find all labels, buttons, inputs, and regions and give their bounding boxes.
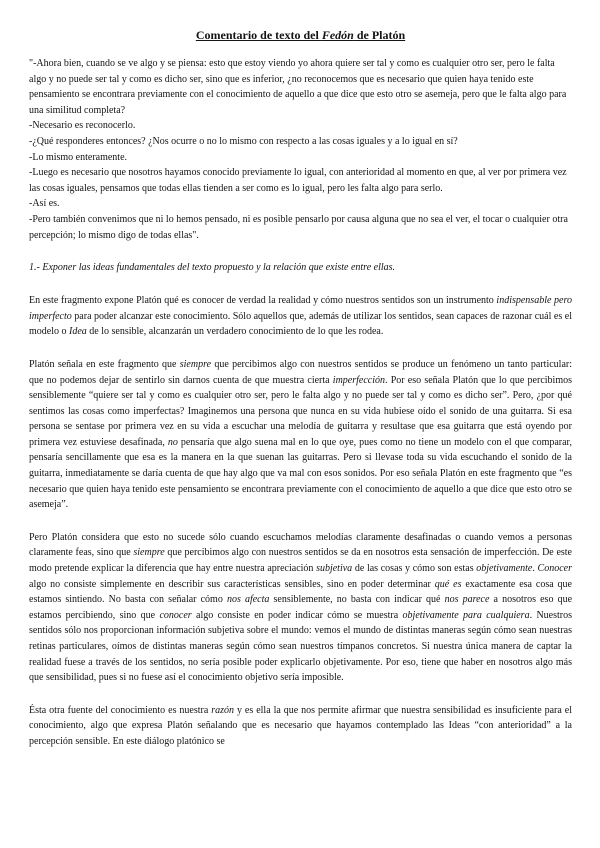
quote-line: -Necesario es reconocerlo. (29, 120, 136, 132)
emphasis-text: Idea (69, 326, 87, 338)
paragraph-text: . Nuestros sentidos sólo nos proporcionan información subjetiva sobre el mundo: vemos el mundo de distintas maneras según cómo sean nuestras retinas particulares, oímos de distintas maneras según cómo sean nuestros tímpanos concretos. Si nuestra única manera de captar la realidad fuese a través de los sentidos, no sería posible poder explicarlo objetivamente. Por eso, tiene que haber en nosotros algo más que sensibilidad, pues si no fuese así el conocimiento objetivo sería imposible. (29, 609, 572, 684)
quote-line: -Pero también convenimos que ni lo hemos pensado, ni es posible pensarlo por causa alguna que no sea el ver, el tocar o cualquier otra percepción; lo mismo digo de todas ellas". (29, 213, 568, 241)
emphasis-text: Conocer (537, 563, 572, 575)
emphasis-text: subjetiva (316, 563, 353, 575)
paragraph-text: Ésta otra fuente del conocimiento es nuestra (29, 704, 212, 716)
paragraph-text: para poder alcanzar este conocimiento. Sólo aquellos que, además de utilizar los sentidos, sean capaces de razonar cuál es el modelo o (29, 310, 572, 338)
quote-line: "-Ahora bien, cuando se ve algo y se piensa: esto que estoy viendo yo ahora quiere ser tal y como es cualquier otro ser, pero le falta algo y no puede ser tal y como es dicho ser, sino que es inferior, ¿no reconocemos que es necesario que quien haya tenido este pensamiento se encontrara previamente con el conocimiento de aquello a que dice que esto otro se asemeja, pero que le falta algo para una similitud completa? (29, 58, 567, 116)
paragraph-text: exactamente esa cosa que estamos sintiendo. No basta con señalar cómo (29, 578, 572, 606)
paragraph-text: de lo sensible, alcanzarán un verdadero conocimiento de lo que les rodea. (86, 326, 384, 338)
paragraph-text: de las cosas y cómo son estas (352, 563, 477, 575)
paragraph-text: . (532, 563, 538, 575)
paragraph-text: algo no consiste simplemente en describir sus características sensibles, sino en poder determinar (29, 578, 435, 590)
paragraph-text: a nosotros eso que estamos percibiendo, sino que (29, 594, 573, 621)
emphasis-text: nos parece (444, 594, 490, 606)
quote-line: -Lo mismo enteramente. (29, 151, 128, 163)
emphasis-text: objetivamente (476, 563, 533, 575)
paragraph-text: Platón señala en este fragmento que (29, 358, 180, 370)
quoted-passage (29, 56, 572, 243)
emphasis-text: siempre (179, 358, 212, 370)
emphasis-text: nos afecta (226, 594, 270, 606)
title-work-name: Fedón (321, 28, 354, 42)
emphasis-text: siempre (133, 547, 165, 559)
body-paragraph (29, 530, 572, 686)
emphasis-text: conocer (159, 609, 192, 621)
document-title (29, 28, 572, 42)
emphasis-text: imperfección (332, 374, 385, 386)
body-paragraph (29, 357, 572, 513)
quote-line: -Luego es necesario que nosotros hayamos conocido previamente lo igual, con anterioridad al momento en que, al ver por primera vez las cosas iguales, pensamos que todas ellas tienden a ser como es lo igual, pero les falta algo para serlo. (29, 167, 567, 194)
emphasis-text: no (167, 436, 178, 448)
emphasis-text: qué es (434, 578, 462, 590)
emphasis-text: objetivamente para cualquiera (402, 609, 530, 621)
paragraph-text: y es ella la que nos permite afirmar que nuestra sensibilidad es insuficiente para el conocimiento, algo que expresa Platón señalando que es necesario que hayamos contemplado las Ideas “con anterioridad” a la percepción sensible. En este diálogo platónico se (29, 704, 572, 747)
paragraph-text: que percibimos algo con nuestros sentidos se produce un fenómeno un tanto particular: que no podemos dejar de sentirlo sin darnos cuenta de que muestra cierta (29, 358, 572, 386)
title-text-start: Comentario de texto del (195, 28, 322, 42)
emphasis-text: razón (211, 704, 235, 716)
paragraph-text: sensiblemente, no basta con indicar qué (269, 594, 445, 606)
paragraph-text: . Por eso señala Platón que lo que percibimos sensiblemente “quiere ser tal y como es cualquier otro ser, pero le falta algo y no puede ser tal y como es dicho ser”. Pero, ¿por qué sentimos las cosas como imperfectas? Imaginemos una persona que nunca en su vida hubiese oído el sonido de una guitarra. Si esa persona se sentase por primera vez en su vida a escuchar una melodía de guitarra y resultase que esa guitarra que está oyendo por primera vez estuviese desafinada, (29, 374, 572, 448)
quote-line: -¿Qué responderes entonces? ¿Nos ocurre o no lo mismo con respecto a las cosas iguales y a lo igual en sí? (29, 135, 458, 147)
emphasis-text: indispensable pero imperfecto (29, 295, 572, 322)
body-paragraph (29, 293, 572, 340)
paragraph-text: pensaría que algo suena mal en lo que oye, pues como no tiene un modelo con el que comparar, pensaría sencillamente que esa es la manera en la que suenan las guitarras. Pero si llevase toda su vida escuchando el sonido de la guitarra, inmediatamente se daría cuenta de que hay algo que va mal con esos sonidos. Por eso señala Platón en este fragmento que “es necesario que quien haya tenido este pensamiento se encontrara previamente con el conocimiento de aquello a que dice que esto otro se asemeja”. (29, 436, 572, 511)
quote-line: -Así es. (29, 198, 60, 210)
body-paragraph (29, 703, 572, 750)
title-text-end: de Platón (353, 28, 406, 42)
paragraph-text: algo consiste en poder indicar cómo se muestra (191, 609, 403, 621)
paragraph-text: En este fragmento expone Platón qué es conocer de verdad la realidad y cómo nuestros sentidos son un instrumento (29, 295, 497, 307)
paragraph-text: Pero Platón considera que esto no sucede sólo cuando escuchamos melodías claramente desafinadas o cuando vemos a personas claramente feas, sino que (29, 531, 572, 559)
question-heading: 1.- Exponer las ideas fundamentales del texto propuesto y la relación que existe entre ellas. (29, 262, 396, 274)
paragraph-text: que percibimos algo con nuestros sentidos se da en nosotros esta sensación de imperfección. De este modo pretende explicar la diferencia que hay entre nuestra apreciación (29, 547, 572, 575)
